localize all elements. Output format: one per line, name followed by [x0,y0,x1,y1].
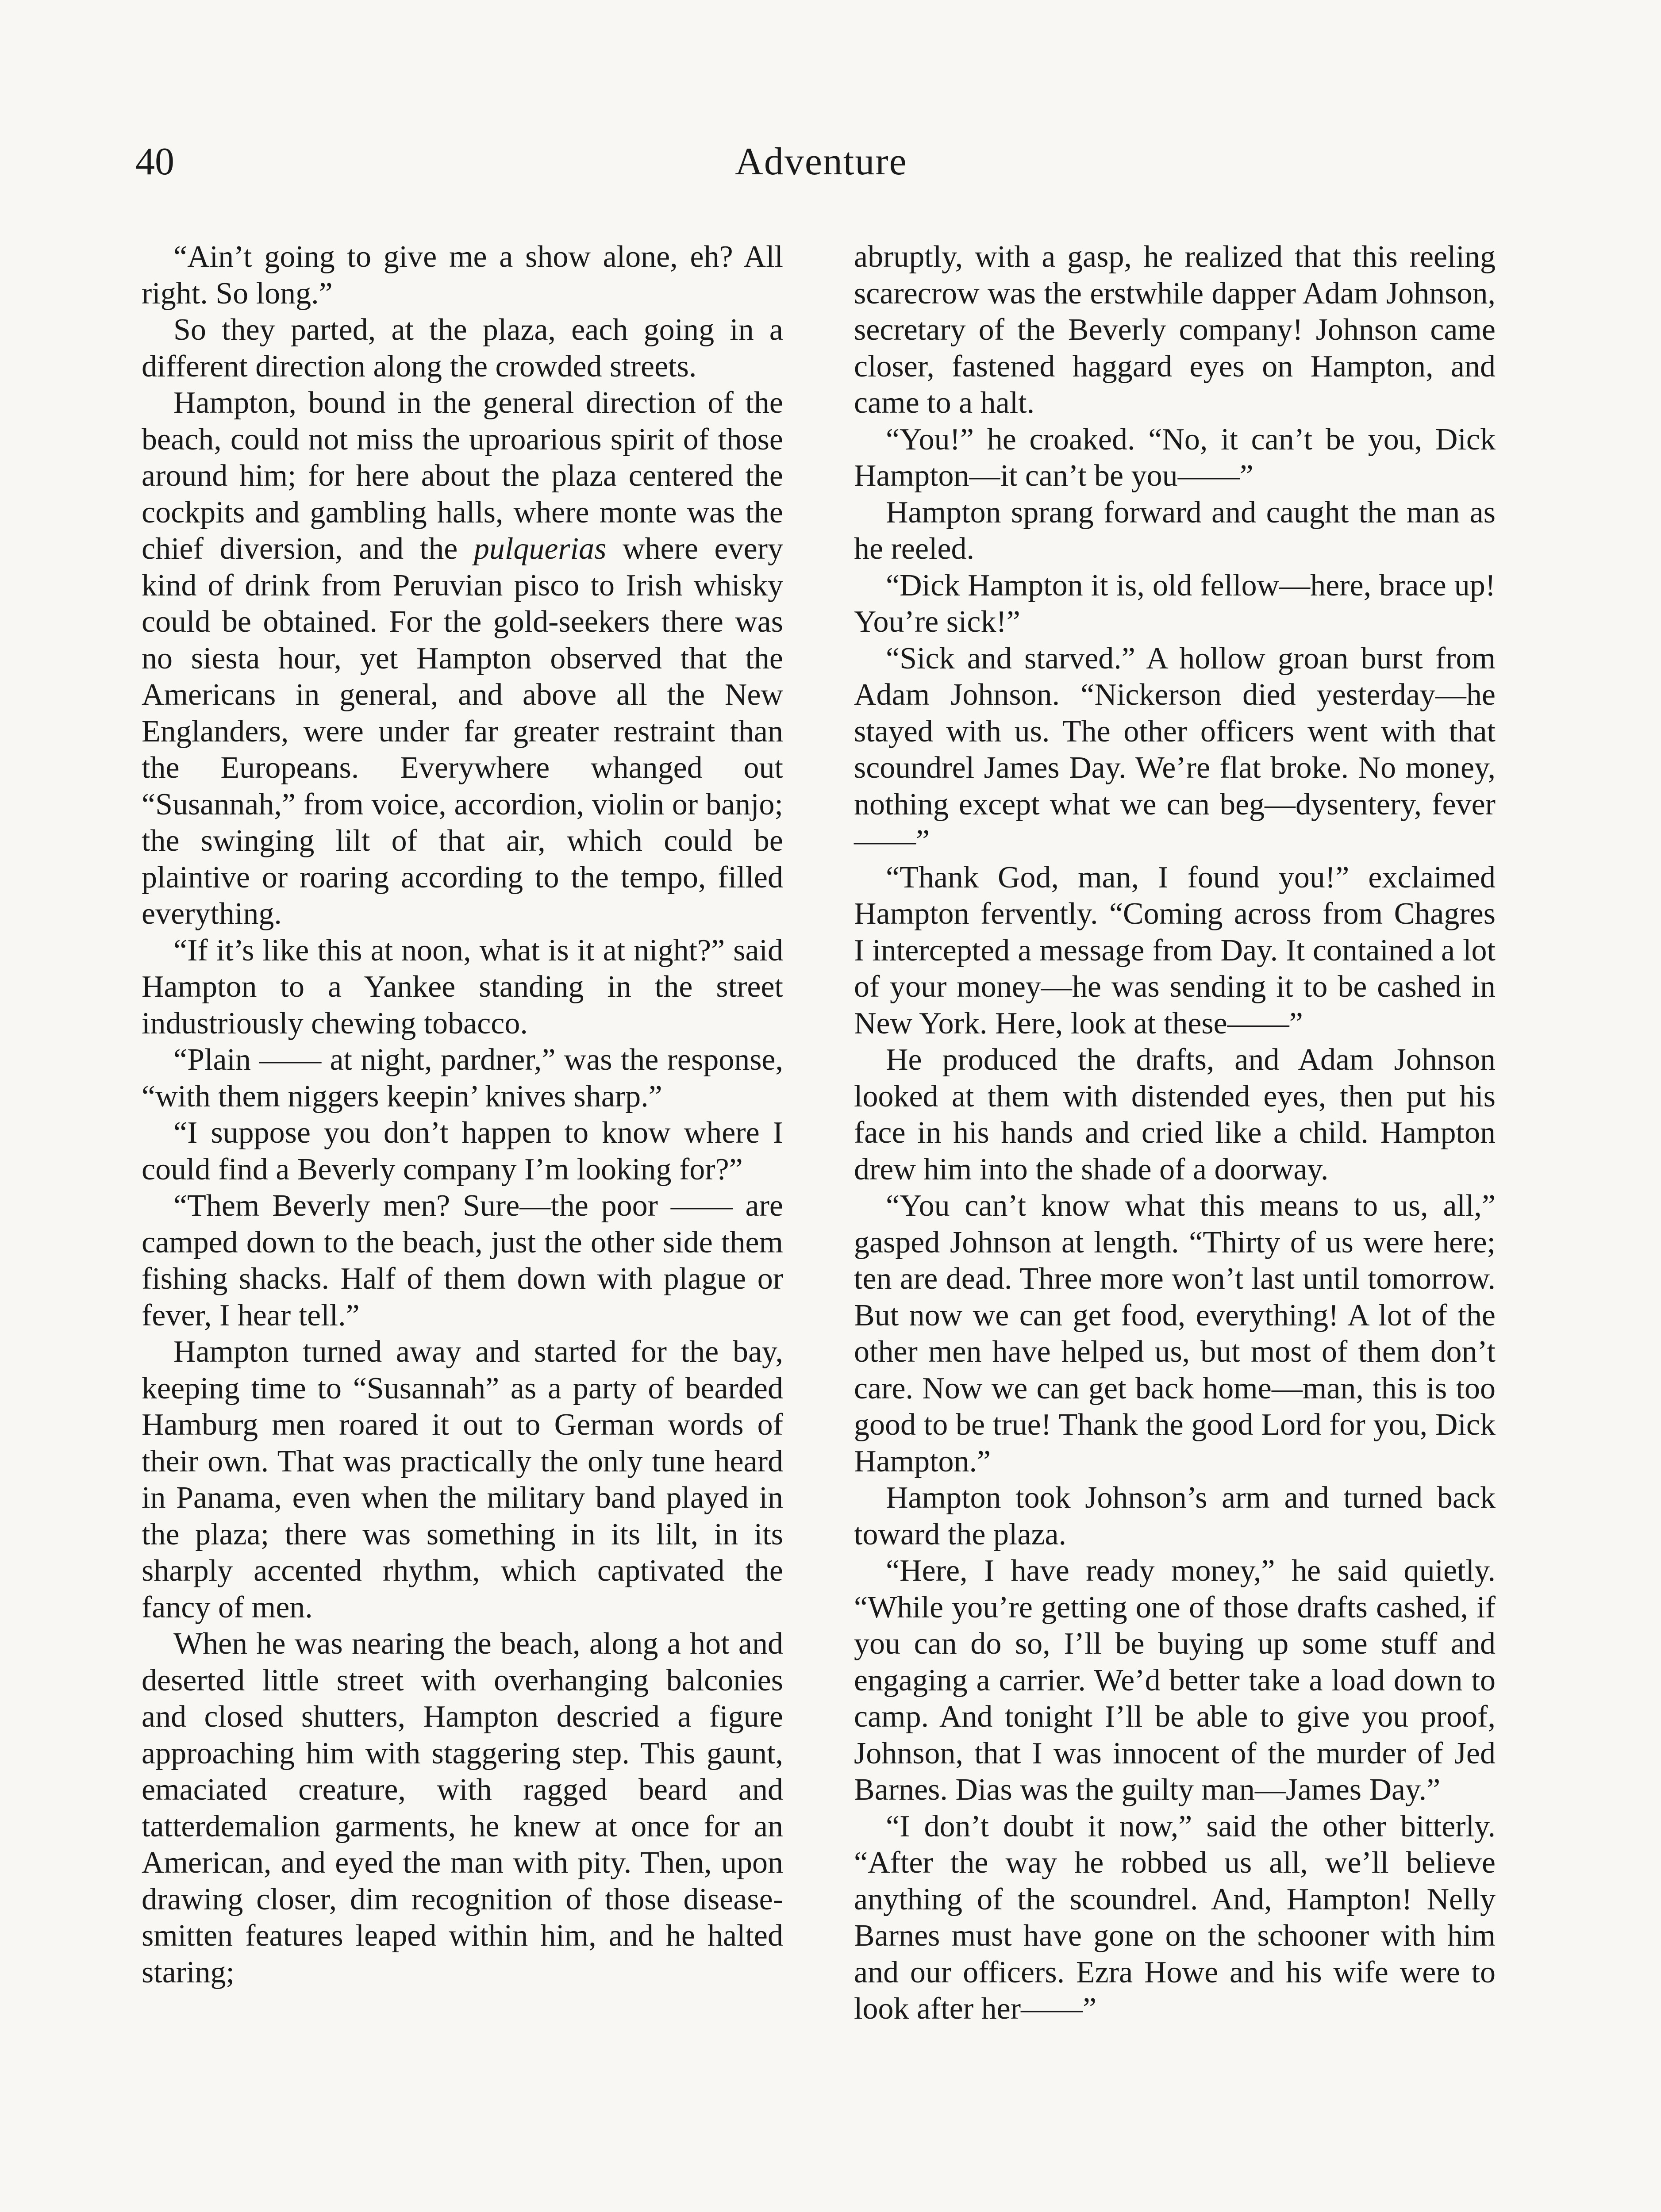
paragraph: Hampton turned away and started for the bay, keeping time to “Susannah” as a party of bearded Hamburg men roared it out to German words of their own. That was practically the only tune heard in Panama, even when the military band played in the plaza; there was something in its lilt, in its sharply accented rhythm, which captivated the fancy of men. [142,1335,783,1624]
running-title: Adventure [735,140,907,183]
paragraph: “Ain’t going to give me a show alone, eh? All right. So long.” [142,240,783,311]
page-number: 40 [135,140,174,183]
paragraph: He produced the drafts, and Adam Johnson looked at them with distended eyes, then put his face in his hands and cried like a child. Hampton drew him into the shade of a doorway. [854,1043,1496,1187]
paragraph: “I don’t doubt it now,” said the other bitterly. “After the way he robbed us all, we’ll believe anything of the scoundrel. And, Hampton! Nelly Barnes must have gone on the schooner with him and our officers. Ezra Howe and his wife were to look after her——” [854,1809,1496,2026]
paragraph: So they parted, at the plaza, each going in a different direction along the crowded streets. [142,313,783,384]
paragraph: “You can’t know what this means to us, all,” gasped Johnson at length. “Thirty of us were here; ten are dead. Three more won’t last until tomorrow. But now we can get food, everything! A lot of the other men have helped us, but most of them don’t care. Now we can get back home—man, this is too good to be true! Thank the good Lord for you, Dick Hampton.” [854,1189,1496,1479]
paragraph: Hampton took Johnson’s arm and turned back toward the plaza. [854,1481,1496,1551]
paragraph: “Plain —— at night, pardner,” was the response, “with them niggers keepin’ knives sharp.” [142,1043,783,1114]
paragraph: Hampton sprang forward and caught the man as he reeled. [854,495,1496,566]
paragraph: “Dick Hampton it is, old fellow—here, brace up! You’re sick!” [854,568,1496,639]
paragraph-continued: abruptly, with a gasp, he realized that this reeling scarecrow was the erstwhile dapper Adam Johnson, secretary of the Beverly company! Johnson came closer, fastened haggard eyes on Hampton, and came to a halt. [854,240,1496,420]
paragraph: “Here, I have ready money,” he said quietly. “While you’re getting one of those drafts cashed, if you can do so, I’ll be buying up some stuff and engaging a carrier. We’d better take a load down to camp. And tonight I’ll be able to give you proof, Johnson, that I was innocent of the murder of Jed Barnes. Dias was the guilty man—James Day.” [854,1554,1496,1807]
paragraph: “I suppose you don’t happen to know where I could find a Beverly company I’m looking for?” [142,1116,783,1187]
paragraph: When he was nearing the beach, along a hot and deserted little street with overhanging balconies and closed shutters, Hampton descried a figure approaching him with staggering step. This gaunt, emaciated creature, with ragged beard and tatterdemalion garments, he knew at once for an American, and eyed the man with pity. Then, upon drawing closer, dim recognition of those disease-smitten features leaped within him, and he halted staring; [142,1627,783,1989]
page-header [135,142,1507,196]
paragraph: “Thank God, man, I found you!” exclaimed Hampton fervently. “Coming across from Chagres I intercepted a message from Day. It contained a lot of your money—he was sending it to be cashed in New York. Here, look at these——” [854,860,1496,1041]
right-column [854,239,1496,2028]
paragraph: “If it’s like this at noon, what is it at night?” said Hampton to a Yankee standing in the street industriously chewing tobacco. [142,933,783,1041]
paragraph: “Them Beverly men? Sure—the poor —— are camped down to the beach, just the other side them fishing shacks. Half of them down with plague or fever, I hear tell.” [142,1189,783,1333]
left-column [142,239,783,1991]
paragraph: Hampton, bound in the general direction of the beach, could not miss the uproarious spirit of those around him; for here about the plaza centered the cockpits and gambling halls, where monte was the chief diversion, and the pulquerias where every kind of drink from Peruvian pisco to Irish whisky could be obtained. For the gold-seekers there was no siesta hour, yet Hampton observed that the Americans in general, and above all the New Englanders, were under far greater restraint than the Europeans. Everywhere whanged out “Susannah,” from voice, accordion, violin or banjo; the swinging lilt of that air, which could be plaintive or roaring according to the tempo, filled everything. [142,386,783,931]
paragraph: “Sick and starved.” A hollow groan burst from Adam Johnson. “Nickerson died yesterday—he stayed with us. The other officers went with that scoundrel James Day. We’re flat broke. No money, nothing except what we can beg—dysentery, fever——” [854,641,1496,858]
paragraph: “You!” he croaked. “No, it can’t be you, Dick Hampton—it can’t be you——” [854,422,1496,493]
